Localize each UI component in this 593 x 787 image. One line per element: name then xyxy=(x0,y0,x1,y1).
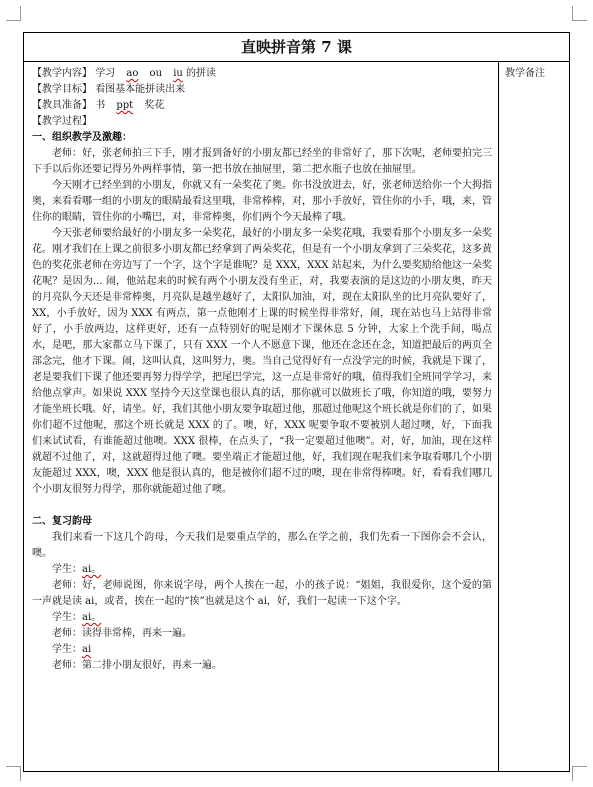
teacher-line-2: 老师：读得非常棒，再来一遍。 xyxy=(52,628,192,639)
lesson-plan-table xyxy=(23,32,570,772)
meta-content-line xyxy=(32,66,492,82)
section1-paragraph-2: 今天刚才已经坐到的小朋友，你就又有一朵奖花了奥。你书没放进去，好，张老师送给你一个大拇指奥，来看看哪一组的小朋友的眼睛最看这里哦，非常棒棒，对，那小手放好，管住你的小手，哦，来，管住你的眼睛，管住你的小嘴巴，对，非常棒奥，你们两个今天最棒了哦。 xyxy=(32,180,492,223)
meta-prep-line xyxy=(32,98,492,114)
crop-mark-bottom-right xyxy=(572,766,587,781)
prep-item-flower: 奖花 xyxy=(144,100,165,111)
teacher-line-1: 老师：好，老师说图，你来说字母，两个人挨在一起，小的孩子说：“姐姐，我很爱你，这个爱的第一声就是读 ai，或者，挨在一起的“挨”也就是这个 ai，好，我们一起读一下这个字。 xyxy=(32,580,492,607)
main-content-cell xyxy=(24,62,499,771)
syllable-ou: ou xyxy=(149,68,163,79)
student-line-1: 学生：ai。 xyxy=(52,564,102,575)
crop-mark-top-right xyxy=(572,6,587,21)
goal-text: 看图基本能拼读出来 xyxy=(95,84,186,95)
section1-paragraph-1: 老师：好，张老师拍三下手，刚才报到备好的小朋友都已经坐的非常好了，那下次呢，老师要拍完三下手以后你还要记得另外两样事情，第一把书放在抽屉里，第二把水瓶子也放在抽屉里。 xyxy=(32,148,492,175)
section1-paragraph-3: 今天张老师要给最好的小朋友多一朵奖花，最好的小朋友多一朵奖花哦，我要看那个小朋友多一朵奖花。刚才我们在上课之前很多小朋友都已经拿到了两朵奖花，但是有一个小朋友拿到了三朵奖花，这多黄色的奖花张老师在旁边写了一个字，这个字是谁呢？是 XXX，XXX 站起来，为什么要奖励给他这一朵奖花呢？是因为... 闹，他站起来的时候有两个小朋友没有坐正，对，我要表演的是这边的小朋友奥，昨天的月亮队今天还是非常棒奥，月亮队是越坐越好了，太阳队加油，对，现在太阳队坐的比月亮队要好了，XX，小手放好，因为 XXX 有两点，第一点他刚才上课的时候坐得非常好，闹，现在站也马上站得非常好了，小手放两边，这样更好，还有一点特别好的呢是刚才下课休息 5 分钟，大家上个洗手间，喝点水，是吧，那大家都立马下课了，只有 XXX 一个人不愿意下课，他还在念还在念，知道把最后的两页全部念完，他才下课。闹，这叫认真，这叫努力，奥。当自己觉得好有一点没学完的时候，我就是下课了，老是要我们下课了他还要再努力得学学，把尾巴学完，这一点是非常好的哦，值得我们全班同学学习，来给他点掌声。如果说 XXX 坚持今天这堂课也很认真的话，那你就可以做班长了哦，你知道的哦，要努力才能坐班长哦。好，请坐。好，我们其他小朋友要争取超过他，那超过他呢这个班长就是你们的了，如果你们超不过他呢，那这个班长就是 XXX 的了。噢，好，XXX 呢要争取不要被别人超过噢，好，下面我们来试试看，有谁能超过他噢。XXX 很棒，在点头了，“我一定要超过他噢”。对，好，加油，现在这样就超不过他了，对，这就超得过他了噢。要坐端正才能超过他，好，我们现在呢我们来争取看哪几个小朋友能超过 XXX，噢，XXX 他是很认真的，他是被你们超不过的噢，现在非常得棒噢。好，看看我们哪几个小朋友很努力得学，那你就能超过他了噢。 xyxy=(32,228,492,495)
section2-paragraph-1: 我们来看一下这几个韵母，今天我们是要重点学的，那么在学之前，我们先看一下图你会不会认，噢。 xyxy=(32,532,492,559)
student-line-3: 学生：ai xyxy=(52,644,92,655)
prep-label: 【教具准备】 xyxy=(32,100,92,111)
notes-heading: 教学备注 xyxy=(505,68,545,79)
content-prefix: 学习 xyxy=(95,68,116,79)
content-suffix: 的拼读 xyxy=(186,68,217,79)
meta-goal-line xyxy=(32,82,492,98)
section2-heading: 二、复习韵母 xyxy=(32,516,92,527)
meta-process-line xyxy=(32,114,492,130)
crop-mark-top-left xyxy=(6,6,21,21)
syllable-ao: ao xyxy=(126,68,139,79)
prep-item-book: 书 xyxy=(95,100,106,111)
notes-cell xyxy=(499,62,569,771)
crop-mark-bottom-left xyxy=(6,766,21,781)
goal-label: 【教学目标】 xyxy=(32,84,92,95)
content-row xyxy=(24,62,569,771)
syllable-iu: iu xyxy=(173,68,183,79)
document-title: 直映拼音第 7 课 xyxy=(24,33,569,62)
student-line-2: 学生：ai。 xyxy=(52,612,102,623)
prep-item-ppt: ppt xyxy=(116,100,134,111)
content-label: 【教学内容】 xyxy=(32,68,92,79)
teacher-line-3: 老师：第二排小朋友很好，再来一遍。 xyxy=(52,660,222,671)
process-label: 【教学过程】 xyxy=(32,116,92,127)
section1-heading: 一、组织教学及激趣： xyxy=(32,132,132,143)
